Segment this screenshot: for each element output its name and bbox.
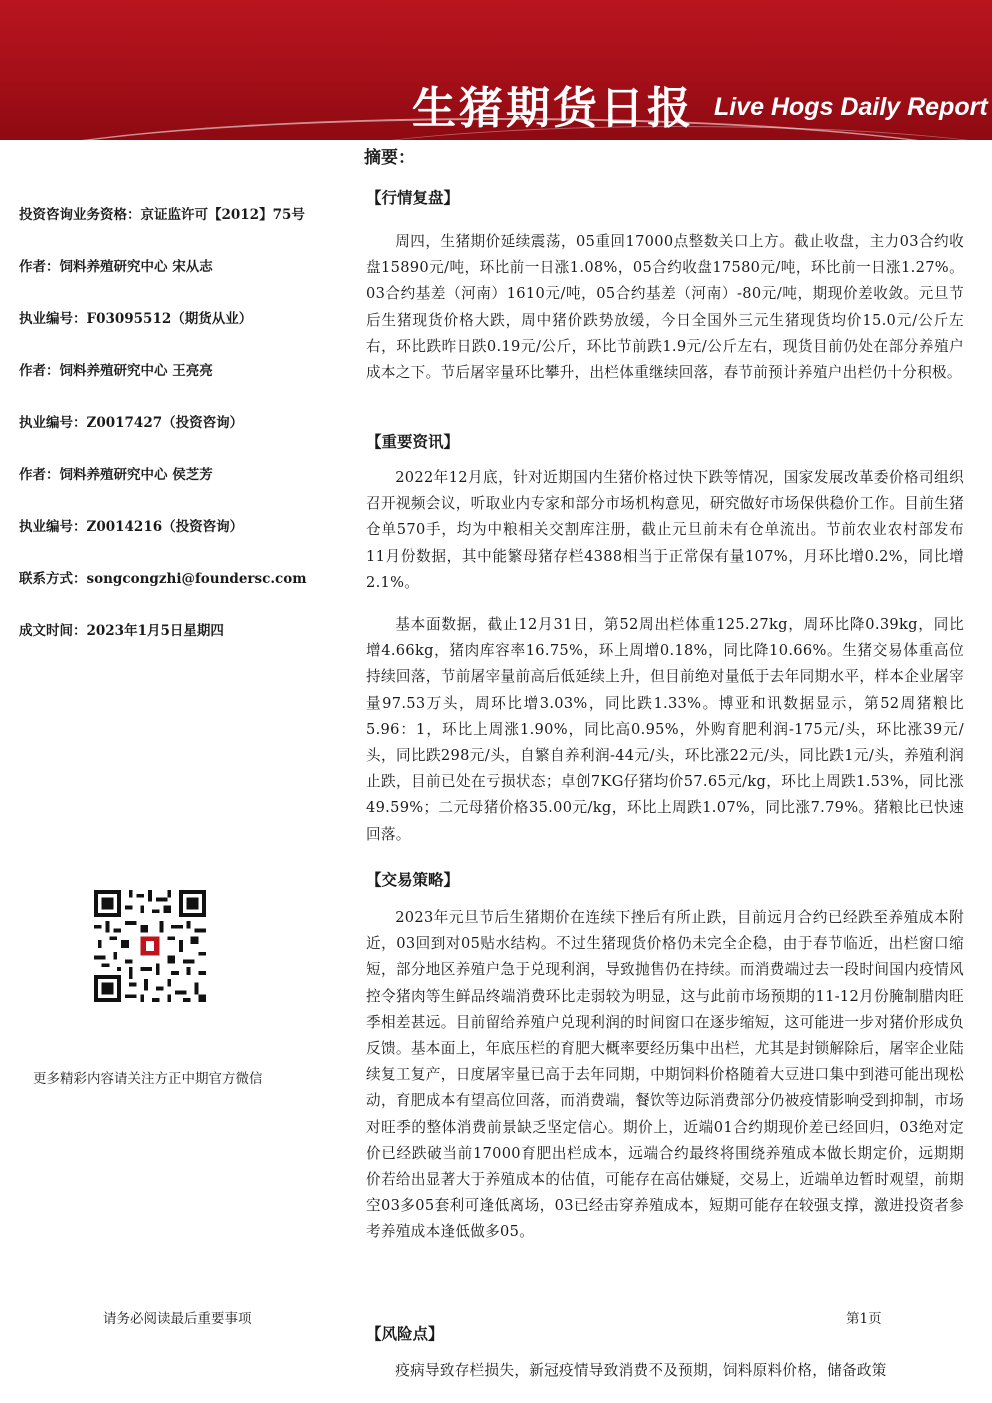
license-line — [19, 307, 252, 327]
paragraph-fundamentals: 基本面数据，截止12月31日，第52周出栏体重125.27kg，周环比降0.39kg，同比增4.66kg，猪肉库容率16.75%，环上周增0.18%，同比降10.66%。生猪交易体重高位持续回落，节前屠宰量前高后低延续上升，但目前绝对量低于去年同期水平，样本企业屠宰量97.53万头，周环比增3.03%，同比跌1.33%。博亚和讯数据显示，第52周猪粮比5.96：1，环比上周涨1.90%，同比高0.95%，外购育肥利润-175元/头，环比涨39元/头，同比跌298元/头，自繁自养利润-44元/头，环比涨22元/头，同比跌1元/头，养殖利润止跌，目前已处在亏损状态；卓创7KG仔猪均价57.65元/kg，环比上周跌1.53%，同比涨49.59%；二元母猪价格35.00元/kg，环比上周跌1.07%，同比涨7.79%。猪粮比已快速回落。 — [366, 616, 964, 843]
page-number: 第1页 — [846, 1311, 882, 1327]
report-title-en: Live Hogs Daily Report — [714, 93, 988, 121]
section-key-news: 【重要资讯】 — [366, 432, 460, 451]
author-value: 饲料养殖研究中心 宋从志 — [59, 259, 213, 275]
qualification-value: 京证监许可【2012】75号 — [140, 207, 305, 223]
section-trading-strategy: 【交易策略】 — [366, 870, 460, 889]
qr-caption: 更多精彩内容请关注方正中期官方微信 — [33, 1071, 263, 1087]
license-value: Z0017427（投资咨询） — [86, 415, 244, 431]
license-label: 执业编号： — [19, 415, 87, 431]
paragraph-strategy: 2023年元旦节后生猪期价在连续下挫后有所止跌，目前远月合约已经跌至养殖成本附近，03回到对05贴水结构。不过生猪现货价格仍未完全企稳，由于春节临近，出栏窗口缩短，部分地区养殖户急于兑现利润，导致抛售仍在持续。而消费端过去一段时间国内疫情风控令猪肉等生鲜品终端消费环比走弱较为明显，这与此前市场预期的11-12月份腌制腊肉旺季相差甚远。目前留给养殖户兑现利润的时间窗口在逐步缩短，这可能进一步对猪价形成负反馈。基本面上，年底压栏的育肥大概率要经历集中出栏，尤其是封锁解除后，屠宰企业陆续复工复产，日度屠宰量已高于去年同期，中期饲料价格随着大豆进口集中到港可能出现松动，育肥成本有望高位回落，而消费端，餐饮等边际消费部分仍被疫情影响受到抑制，市场对旺季的整体消费前景缺乏坚定信心。期价上，近端01合约期现价差已经回归，03绝对定价已经跌破当前17000育肥出栏成本，远端合约最终将围绕养殖成本做长期定价，远期期价若给出显著大于养殖成本的估值，可能存在高估嫌疑，交易上，近端单边暂时观望，前期空03多05套利可逢低离场，03已经击穿养殖成本，短期可能存在较强支撑，激进投资者参考养殖成本逢低做多05。 — [366, 909, 964, 1241]
column-divider — [355, 140, 356, 1340]
license-label: 执业编号： — [19, 519, 87, 535]
author-line — [19, 359, 213, 379]
qualification-line — [19, 203, 305, 223]
paragraph-news: 2022年12月底，针对近期国内生猪价格过快下跌等情况，国家发展改革委价格司组织召开视频会议，听取业内专家和部分市场机构意见，研究做好市场保供稳价工作。目前生猪仓单570手，均为中粮相关交割库注册，截止元旦前未有仓单流出。节前农业农村部发布11月份数据，其中能繁母猪存栏4388相当于正常保有量107%，月环比增0.2%，同比增2.1%。 — [366, 469, 964, 591]
date-line — [19, 619, 224, 639]
author-label: 作者： — [19, 467, 60, 483]
report-title-cn: 生猪期货日报 — [412, 83, 694, 134]
license-label: 执业编号： — [19, 311, 87, 327]
date-label: 成文时间： — [19, 623, 87, 639]
section-market-review: 【行情复盘】 — [366, 188, 460, 207]
disclaimer-note: 请务必阅读最后重要事项 — [103, 1311, 252, 1327]
author-value: 饲料养殖研究中心 王亮亮 — [59, 363, 213, 379]
contact-email[interactable]: songcongzhi@foundersc.com — [86, 571, 307, 587]
author-line — [19, 463, 213, 483]
license-value: Z0014216（投资咨询） — [86, 519, 244, 535]
author-label: 作者： — [19, 259, 60, 275]
report-header-band — [0, 0, 992, 140]
section-risk-points: 【风险点】 — [366, 1324, 444, 1343]
contact-line — [19, 567, 307, 587]
license-line — [19, 411, 243, 431]
contact-label: 联系方式： — [19, 571, 87, 587]
paragraph-market-review: 周四，生猪期价延续震荡，05重回17000点整数关口上方。截止收盘，主力03合约收盘15890元/吨，环比前一日涨1.08%，05合约收盘17580元/吨，环比前一日涨1.27%。03合约基差（河南）1610元/吨，05合约基差（河南）-80元/吨，期现价差收敛。元旦节后生猪现货价格大跌，周中猪价跌势放缓，今日全国外三元生猪现货均价15.0元/公斤左右，环比跌昨日跌0.19元/公斤，环比节前跌1.9元/公斤左右，现货目前仍处在部分养殖户成本之下。节后屠宰量环比攀升，出栏体重继续回落，春节前预计养殖户出栏仍十分积极。 — [366, 233, 964, 382]
qualification-label: 投资咨询业务资格： — [19, 207, 141, 223]
license-value: F03095512（期货从业） — [86, 311, 253, 327]
date-value: 2023年1月5日星期四 — [86, 623, 224, 639]
author-label: 作者： — [19, 363, 60, 379]
author-line — [19, 255, 213, 275]
summary-heading: 摘要： — [364, 148, 415, 168]
wechat-qr-code[interactable] — [94, 890, 206, 1002]
author-value: 饲料养殖研究中心 侯芝芳 — [59, 467, 213, 483]
paragraph-risk: 疫病导致存栏损失，新冠疫情导致消费不及预期，饲料原料价格，储备政策 — [395, 1362, 887, 1379]
license-line — [19, 515, 243, 535]
